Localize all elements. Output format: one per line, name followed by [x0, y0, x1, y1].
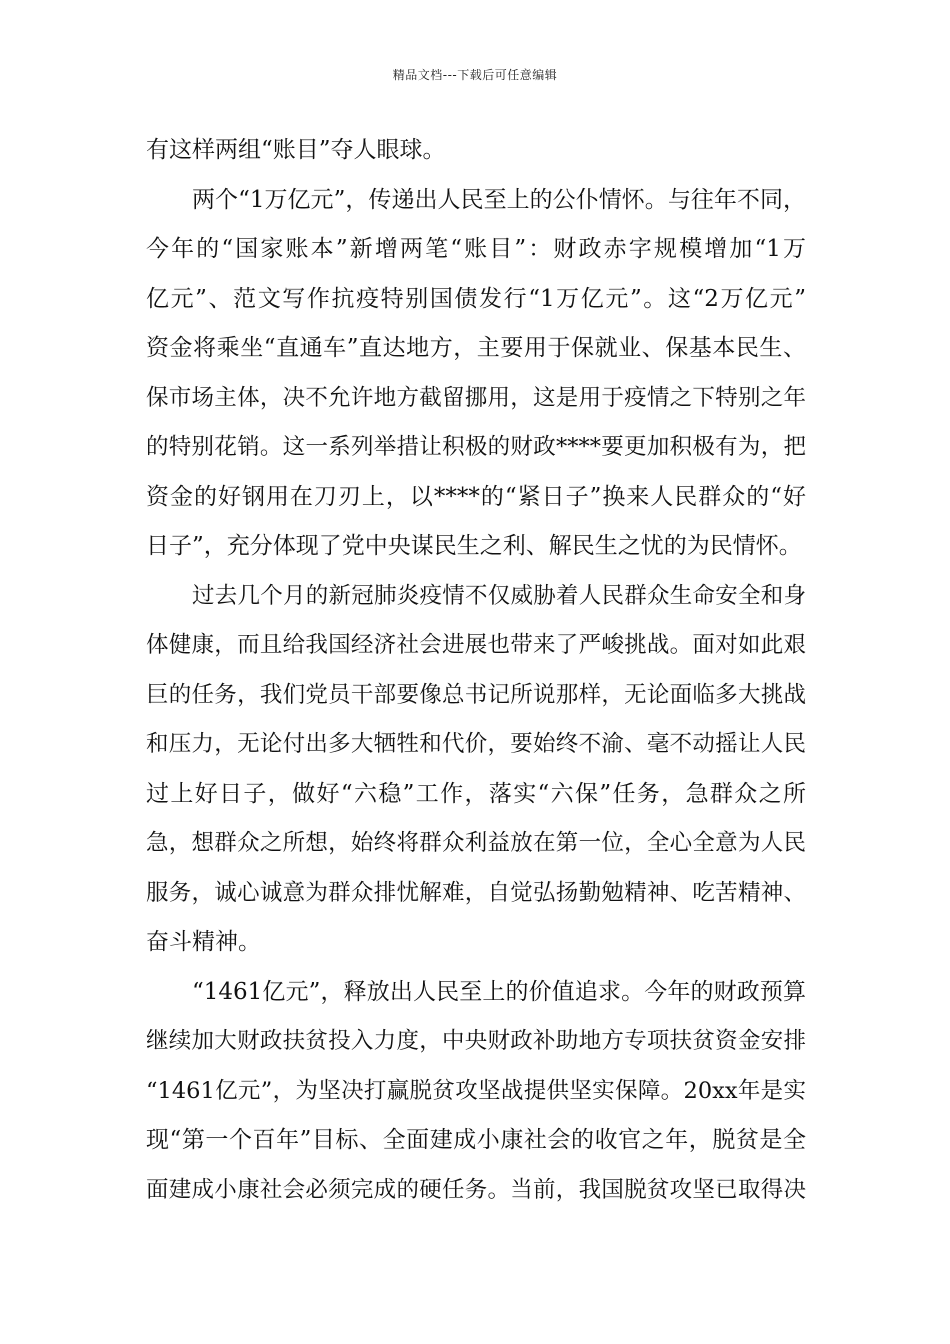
text-line: 两个“1万亿元”，传递出人民至上的公仆情怀。与往年不同， [192, 186, 806, 213]
text-line: “1461亿元”，释放出人民至上的价值追求。今年的财政预算 [192, 978, 806, 1005]
text-line: 巨的任务，我们党员干部要像总书记所说那样，无论面临多大挑战 [146, 681, 806, 708]
document-body [146, 126, 806, 1215]
text-line: 急，想群众之所想，始终将群众利益放在第一位，全心全意为人民 [146, 830, 806, 856]
text-line: 服务，诚心诚意为群众排忧解难，自觉弘扬勤勉精神、吃苦精神、 [146, 879, 806, 906]
text-line: 今年的“国家账本”新增两笔“账目”：财政赤字规模增加“1万 [146, 236, 806, 262]
text-line: 亿元”、范文写作抗疫特别国债发行“1万亿元”。这“2万亿元” [146, 285, 806, 312]
text-line: 资金的好钢用在刀刃上，以****的“紧日子”换来人民群众的“好 [146, 483, 806, 510]
text-line: 体健康，而且给我国经济社会进展也带来了严峻挑战。面对如此艰 [146, 632, 806, 658]
text-line: 的特别花销。这一系列举措让积极的财政****要更加积极有为，把 [146, 434, 806, 460]
text-line: 日子”，充分体现了党中央谋民生之利、解民生之忧的为民情怀。 [146, 533, 802, 559]
text-line: 继续加大财政扶贫投入力度，中央财政补助地方专项扶贫资金安排 [146, 1028, 806, 1054]
text-line: 过去几个月的新冠肺炎疫情不仅威胁着人民群众生命安全和身 [192, 582, 806, 609]
text-line: 资金将乘坐“直通车”直达地方，主要用于保就业、保基本民生、 [146, 335, 806, 361]
text-line: 和压力，无论付出多大牺牲和代价，要始终不渝、毫不动摇让人民 [146, 731, 806, 757]
text-line: 奋斗精神。 [146, 929, 261, 955]
text-line: “1461亿元”，为坚决打赢脱贫攻坚战提供坚实保障。20xx年是实 [146, 1077, 806, 1104]
text-line: 有这样两组“账目”夺人眼球。 [146, 137, 446, 163]
text-line: 现“第一个百年”目标、全面建成小康社会的收官之年，脱贫是全 [146, 1127, 806, 1153]
page-header: 精品文档---下载后可任意编辑 [392, 68, 558, 82]
text-line: 面建成小康社会必须完成的硬任务。当前，我国脱贫攻坚已取得决 [146, 1176, 806, 1203]
text-line: 过上好日子，做好“六稳”工作，落实“六保”任务，急群众之所 [146, 780, 806, 807]
text-line: 保市场主体，决不允许地方截留挪用，这是用于疫情之下特别之年 [146, 384, 806, 411]
